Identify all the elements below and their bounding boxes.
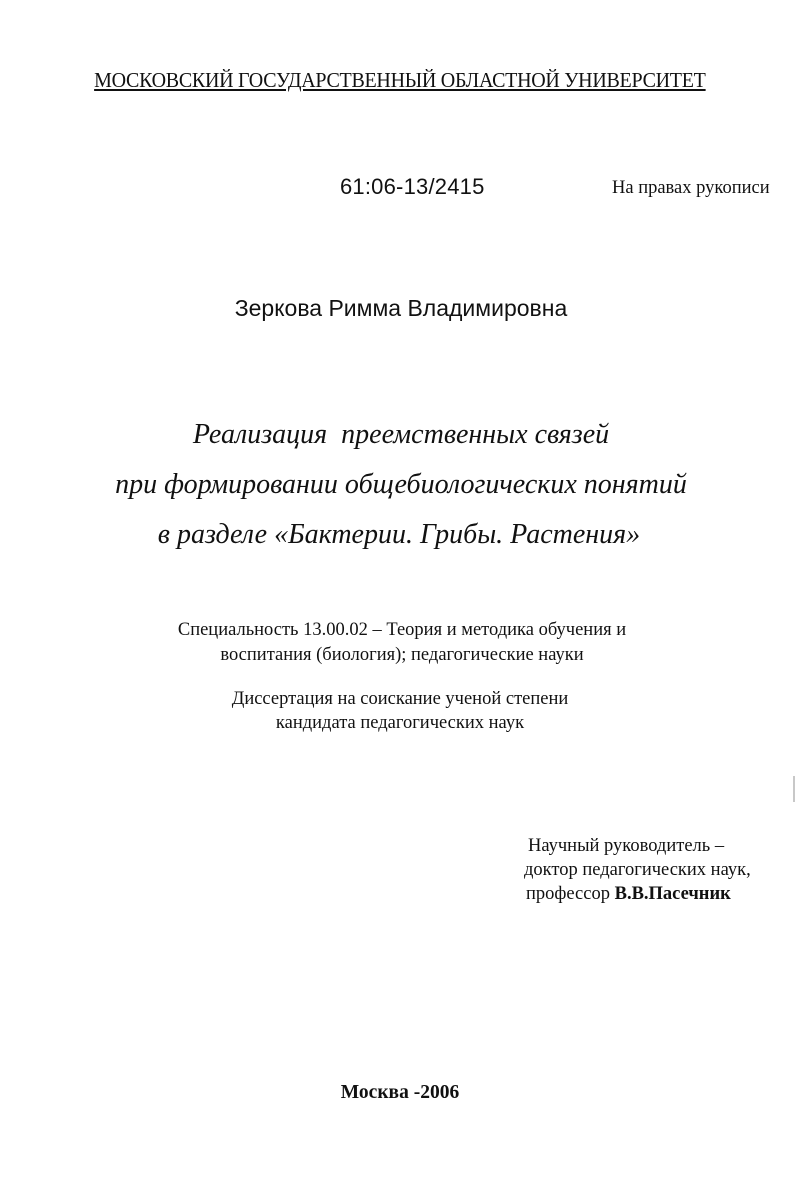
dissertation-line-1: Диссертация на соискание ученой степени (231, 689, 569, 709)
specialty-line-1: Специальность 13.00.02 – Теория и методика обучения и (177, 620, 627, 640)
supervisor-name: В.В.Пасечник (614, 884, 731, 904)
supervisor-role: Научный руководитель – (528, 836, 725, 856)
author-name: Зеркова Римма Владимировна (234, 295, 568, 321)
city-year: Москва -2006 (340, 1082, 460, 1103)
supervisor-block (518, 834, 751, 906)
specialty-line-2: воспитания (биология); педагогические науки (220, 645, 584, 665)
supervisor-degree: доктор педагогических наук, (524, 860, 751, 880)
catalog-code: 61:06-13/2415 (340, 174, 485, 199)
university-name: МОСКОВСКИЙ ГОСУДАРСТВЕННЫЙ ОБЛАСТНОЙ УНИВЕРСИТЕТ (94, 68, 706, 92)
rights-note: На правах рукописи (612, 178, 770, 198)
scan-edge-mark (793, 776, 795, 802)
supervisor-title: профессор (526, 884, 610, 904)
thesis-title-line-3: в разделе «Бактерии. Грибы. Растения» (157, 519, 641, 550)
supervisor-title-line (518, 882, 751, 906)
thesis-title-line-1: Реализация преемственных связей (192, 419, 610, 450)
dissertation-line-2: кандидата педагогических наук (275, 713, 525, 733)
thesis-title-line-2: при формировании общебиологических понятий (115, 469, 687, 500)
